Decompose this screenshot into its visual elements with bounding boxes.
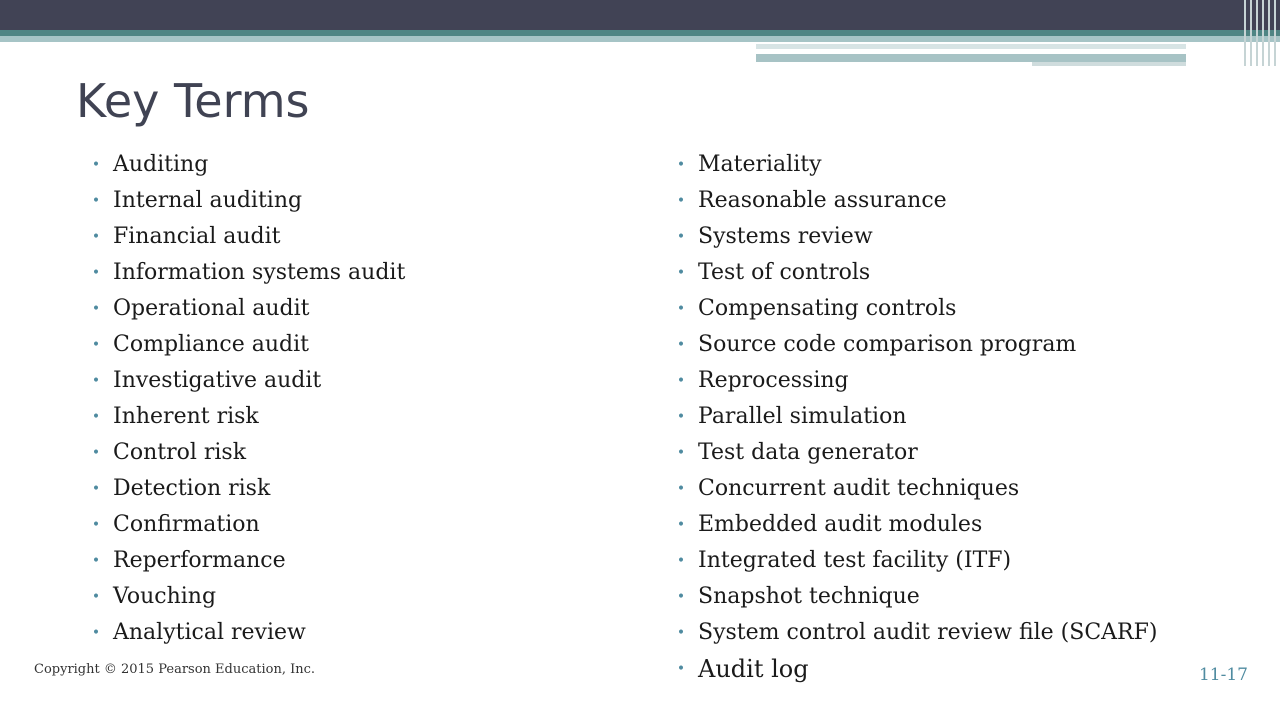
key-term-label: System control audit review file (SCARF) (698, 620, 1158, 645)
key-term-item (88, 543, 628, 579)
bullet-icon: • (676, 409, 686, 425)
key-term-label: Reprocessing (698, 368, 849, 393)
bullet-icon: • (91, 553, 101, 569)
bullet-icon: • (676, 337, 686, 353)
key-term-item (673, 219, 1253, 255)
key-term-label: Source code comparison program (698, 332, 1077, 357)
header-accent-line (1244, 0, 1246, 66)
key-term-label: Concurrent audit techniques (698, 476, 1020, 501)
bullet-icon: • (91, 517, 101, 533)
key-term-item (88, 579, 628, 615)
bullet-icon: • (676, 193, 686, 209)
key-term-label: Snapshot technique (698, 584, 920, 609)
bullet-icon: • (676, 373, 686, 389)
header-accent-line (1274, 0, 1276, 66)
bullet-icon: • (676, 661, 686, 677)
header-accent-line (1268, 0, 1270, 66)
key-term-item (673, 471, 1253, 507)
key-term-label: Embedded audit modules (698, 512, 983, 537)
key-terms-list-left (88, 147, 628, 651)
key-term-item (88, 435, 628, 471)
key-term-label: Financial audit (113, 224, 281, 249)
bullet-icon: • (676, 481, 686, 497)
key-term-item (673, 615, 1253, 651)
key-term-item (88, 219, 628, 255)
bullet-icon: • (91, 301, 101, 317)
key-term-item (88, 327, 628, 363)
key-term-item (88, 291, 628, 327)
key-term-label: Audit log (698, 655, 809, 683)
key-term-item (88, 147, 628, 183)
key-term-label: Materiality (698, 152, 822, 177)
key-term-label: Test of controls (698, 260, 871, 285)
key-term-item (88, 183, 628, 219)
key-term-item (88, 471, 628, 507)
bullet-icon: • (91, 265, 101, 281)
key-term-label: Integrated test facility (ITF) (698, 548, 1012, 573)
key-term-label: Compliance audit (113, 332, 309, 357)
slide-title: Key Terms (76, 74, 310, 128)
key-term-item (673, 579, 1253, 615)
bullet-icon: • (91, 625, 101, 641)
key-term-item (673, 399, 1253, 435)
header-band-light (0, 36, 1280, 42)
key-term-label: Parallel simulation (698, 404, 907, 429)
key-term-label: Information systems audit (113, 260, 406, 285)
key-term-item (88, 255, 628, 291)
key-term-item (673, 183, 1253, 219)
key-term-item (88, 399, 628, 435)
key-term-item (88, 507, 628, 543)
key-term-label: Reasonable assurance (698, 188, 947, 213)
bullet-icon: • (676, 625, 686, 641)
header-band-dark (0, 0, 1280, 30)
key-term-item (88, 363, 628, 399)
key-term-item (673, 147, 1253, 183)
bullet-icon: • (91, 445, 101, 461)
bullet-icon: • (676, 517, 686, 533)
key-term-label: Investigative audit (113, 368, 322, 393)
key-term-item (673, 507, 1253, 543)
bullet-icon: • (676, 445, 686, 461)
key-term-label: Test data generator (698, 440, 918, 465)
key-term-label: Auditing (113, 152, 209, 177)
bullet-icon: • (91, 157, 101, 173)
key-term-item (88, 615, 628, 651)
bullet-icon: • (676, 265, 686, 281)
bullet-icon: • (676, 553, 686, 569)
key-term-label: Internal auditing (113, 188, 303, 213)
key-term-label: Reperformance (113, 548, 286, 573)
bullet-icon: • (91, 589, 101, 605)
key-term-label: Vouching (113, 584, 217, 609)
key-term-label: Detection risk (113, 476, 271, 501)
key-term-item (673, 651, 1253, 687)
key-terms-list-right (673, 147, 1253, 687)
key-term-label: Inherent risk (113, 404, 259, 429)
bullet-icon: • (91, 481, 101, 497)
bullet-icon: • (676, 229, 686, 245)
bullet-icon: • (676, 157, 686, 173)
key-term-label: Systems review (698, 224, 873, 249)
header-accent-line (1262, 0, 1264, 66)
key-term-item (673, 327, 1253, 363)
copyright-footer: Copyright © 2015 Pearson Education, Inc. (34, 662, 316, 677)
key-term-item (673, 255, 1253, 291)
key-term-label: Control risk (113, 440, 247, 465)
bullet-icon: • (91, 193, 101, 209)
key-term-item (673, 291, 1253, 327)
key-term-item (673, 435, 1253, 471)
key-term-label: Confirmation (113, 512, 260, 537)
bullet-icon: • (676, 301, 686, 317)
key-term-item (673, 363, 1253, 399)
header-accent-line (1256, 0, 1258, 66)
key-term-item (673, 543, 1253, 579)
bullet-icon: • (676, 589, 686, 605)
page-number: 11-17 (1198, 665, 1248, 685)
header-accent-strip-top (756, 44, 1186, 49)
header-accent-line (1250, 0, 1252, 66)
bullet-icon: • (91, 337, 101, 353)
header-accent-strip-middle (756, 54, 1186, 62)
key-term-label: Compensating controls (698, 296, 957, 321)
key-term-label: Operational audit (113, 296, 310, 321)
key-term-label: Analytical review (113, 620, 306, 645)
header-accent-strip-bottom (1032, 62, 1186, 66)
bullet-icon: • (91, 409, 101, 425)
bullet-icon: • (91, 373, 101, 389)
bullet-icon: • (91, 229, 101, 245)
